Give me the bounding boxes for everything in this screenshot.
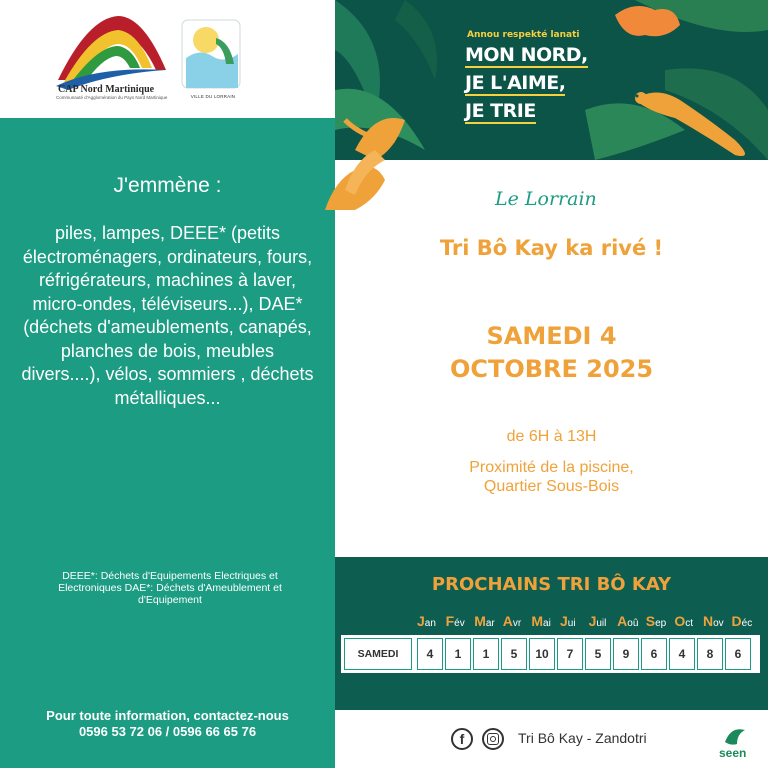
month-initial: J: [588, 613, 597, 629]
month-initial: M: [531, 613, 544, 629]
next-dates-title: PROCHAINS TRI BÔ KAY: [431, 574, 672, 595]
seen-label: seen: [719, 746, 747, 760]
event-day: SAMEDI 4: [486, 322, 617, 350]
logo-area: [0, 0, 335, 118]
month-rest: ep: [655, 618, 667, 629]
month-label: [732, 613, 761, 629]
month-label: [531, 613, 560, 629]
month-label: [674, 613, 703, 629]
town-name: Le Lorrain: [495, 188, 597, 210]
location-line: Quartier Sous-Bois: [483, 478, 620, 495]
slogan-banner: [335, 0, 768, 160]
month-label: [446, 613, 475, 629]
day-cell: 4: [417, 638, 443, 670]
flower-illustration: [315, 140, 405, 220]
items-panel: [0, 118, 335, 768]
month-label: [474, 613, 503, 629]
day-cell: 5: [585, 638, 611, 670]
day-cell: 6: [725, 638, 751, 670]
event-location: [335, 458, 768, 496]
day-cell: 1: [445, 638, 471, 670]
month-initial: O: [674, 613, 686, 629]
month-initial: N: [702, 613, 714, 629]
month-rest: ai: [543, 618, 551, 629]
month-initial: J: [559, 613, 568, 629]
event-details: [335, 160, 768, 557]
next-dates-section: [335, 557, 768, 710]
day-cell: 1: [473, 638, 499, 670]
instagram-icon[interactable]: [482, 728, 504, 750]
event-date: [335, 320, 768, 386]
facebook-icon[interactable]: f: [451, 728, 473, 750]
slogan-line: JE TRIE: [465, 100, 536, 122]
month-label: [417, 613, 446, 629]
location-line: Proximité de la piscine,: [469, 459, 634, 476]
month-initial: A: [502, 613, 513, 629]
month-initial: J: [417, 613, 425, 629]
lorrain-crest-logo: [180, 18, 242, 90]
day-cell: 10: [529, 638, 555, 670]
month-rest: év: [454, 618, 465, 629]
event-hours: de 6H à 13H: [506, 428, 597, 445]
day-cell: 5: [501, 638, 527, 670]
day-cell: 8: [697, 638, 723, 670]
contact-phones: 0596 53 72 06 / 0596 66 65 76: [78, 724, 257, 739]
month-rest: an: [424, 618, 436, 629]
cap-nord-subtitle: Communauté d'Agglomération du Pays Nord Martinique: [56, 95, 168, 100]
month-rest: ct: [685, 618, 694, 629]
schedule-table: [341, 635, 760, 673]
contact-info: [0, 708, 335, 740]
slogan-line: JE L'AIME,: [465, 72, 566, 94]
creole-motto: Annou respekté lanati: [467, 30, 580, 40]
month-label: [560, 613, 589, 629]
items-list: piles, lampes, DEEE* (petits électroménagers, ordinateurs, fours, réfrigérateurs, machines à laver, micro-ondes, téléviseurs...), DAE* (déchets d'ameublements, canapés, planches de bois, meubles divers....), vélos, sommiers , déchets métalliques...: [21, 223, 314, 408]
row-label: SAMEDI: [344, 638, 412, 670]
day-cell: 4: [669, 638, 695, 670]
items-title: J'emmène :: [113, 174, 222, 197]
month-initial: F: [445, 613, 455, 629]
month-rest: uil: [596, 618, 607, 629]
month-label: [617, 613, 646, 629]
month-label: [646, 613, 675, 629]
slogan-line: MON NORD,: [465, 44, 588, 66]
cap-nord-name: CAP Nord Martinique: [58, 84, 155, 95]
day-cell: 9: [613, 638, 639, 670]
lorrain-label: VILLE DU LORRAIN: [190, 94, 236, 99]
month-label: [589, 613, 618, 629]
month-rest: ui: [567, 618, 576, 629]
day-cell: 7: [557, 638, 583, 670]
month-initial: A: [617, 613, 628, 629]
month-rest: éc: [741, 618, 753, 629]
month-label: [703, 613, 732, 629]
event-month-year: OCTOBRE 2025: [449, 355, 654, 383]
month-rest: ov: [713, 618, 724, 629]
acronym-note: DEEE*: Déchets d'Equipements Electriques et Electroniques DAE*: Déchets d'Ameublement et d'Equipement: [58, 570, 282, 606]
month-initial: M: [474, 613, 486, 629]
event-headline: Tri Bô Kay ka rivé !: [439, 236, 664, 260]
month-header-row: [417, 613, 760, 629]
month-rest: oû: [627, 618, 639, 629]
month-initial: S: [645, 613, 656, 629]
month-label: [503, 613, 532, 629]
month-rest: vr: [512, 618, 522, 629]
day-cell: 6: [641, 638, 667, 670]
slogan: [465, 44, 588, 128]
month-rest: ar: [485, 618, 495, 629]
month-initial: D: [731, 613, 742, 629]
contact-line: Pour toute information, contactez-nous: [46, 708, 289, 723]
social-handle: Tri Bô Kay - Zandotri: [518, 730, 647, 746]
footer: [335, 710, 768, 768]
